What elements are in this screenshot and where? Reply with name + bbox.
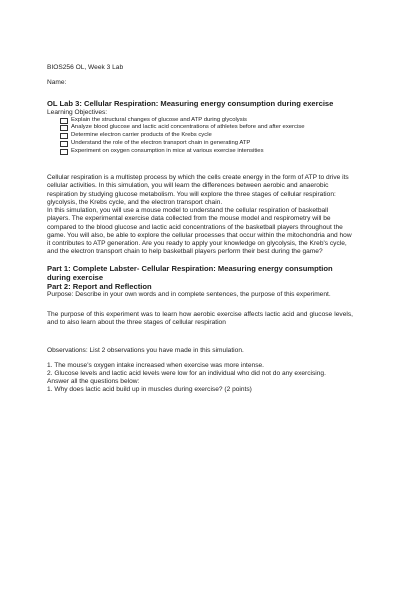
- observation-item: 2. Glucose levels and lactic acid levels were low for an individual who did not do any exercising.: [47, 370, 326, 378]
- observations-prompt: Observations: List 2 observations you have made in this simulation.: [47, 346, 244, 354]
- checkbox-icon: [60, 118, 68, 124]
- objective-item: [60, 117, 353, 125]
- checkbox-icon: [60, 141, 68, 147]
- observation-item: 1. The mouse's oxygen intake increased when exercise was more intense.: [47, 361, 265, 369]
- objective-item: [60, 140, 353, 148]
- objective-item: [60, 124, 353, 132]
- purpose-answer: The purpose of this experiment was to learn how aerobic exercise affects lactic acid and glucose levels, and to also learn about the three stages of cellular respiration: [47, 311, 353, 327]
- checkbox-icon: [60, 125, 68, 131]
- checkbox-icon: [60, 149, 68, 155]
- answer-all-label: Answer all the questions below:: [47, 378, 140, 386]
- intro-paragraph: In this simulation, you will use a mouse model to understand the cellular respiration of basketball players. The experimental exercise data collected from the mouse model and respirometry will be compared to the blood glucose and lactic acid concentrations of the basketball players throughout the game. You will also, be able to explore the cellular processes that occur within the mitochondria and how it contributes to ATP generation. Are you ready to apply your knowledge on glycolysis, the Kreb's cycle, and the electron transport chain to help basketball players perform their best during the game?: [47, 207, 352, 256]
- part1-title: Part 1: Complete Labster- Cellular Respiration: Measuring energy consumption during exercise: [47, 263, 333, 282]
- name-label: Name:: [47, 79, 67, 87]
- checkbox-icon: [60, 133, 68, 139]
- purpose-prompt: Purpose: Describe in your own words and in complete sentences, the purpose of this experiment.: [47, 290, 331, 298]
- part2-title: Part 2: Report and Reflection: [47, 281, 152, 291]
- objective-text: Determine electron carrier products of the Krebs cycle: [71, 132, 212, 139]
- document-page: [47, 64, 353, 395]
- intro-paragraph: Cellular respiration is a multistep process by which the cells create energy in the form of ATP to drive its cellular activities. In this simulation, you will learn the differences between aerobic and anaerobic respiration by studying glucose metabolism. You will explore the three stages of cellular respiration: glycolysis, the Krebs cycle, and the electron transport chain.: [47, 174, 349, 206]
- objective-text: Analyze blood glucose and lactic acid concentrations of athletes before and after exercise: [71, 124, 305, 131]
- question-1: 1. Why does lactic acid build up in muscles during exercise? (2 points): [47, 386, 252, 394]
- objective-text: Understand the role of the electron transport chain in generating ATP: [71, 139, 251, 146]
- objective-item: [60, 132, 353, 140]
- objectives-label: Learning Objectives:: [47, 108, 108, 116]
- lab-title: OL Lab 3: Cellular Respiration: Measuring energy consumption during exercise: [47, 99, 334, 109]
- course-line: BIOS256 OL, Week 3 Lab: [47, 64, 124, 71]
- objective-text: Experiment on oxygen consumption in mice at various exercise intensities: [71, 147, 264, 154]
- objective-item: [60, 148, 353, 156]
- objective-text: Explain the structural changes of glucose and ATP during glycolysis: [71, 116, 247, 123]
